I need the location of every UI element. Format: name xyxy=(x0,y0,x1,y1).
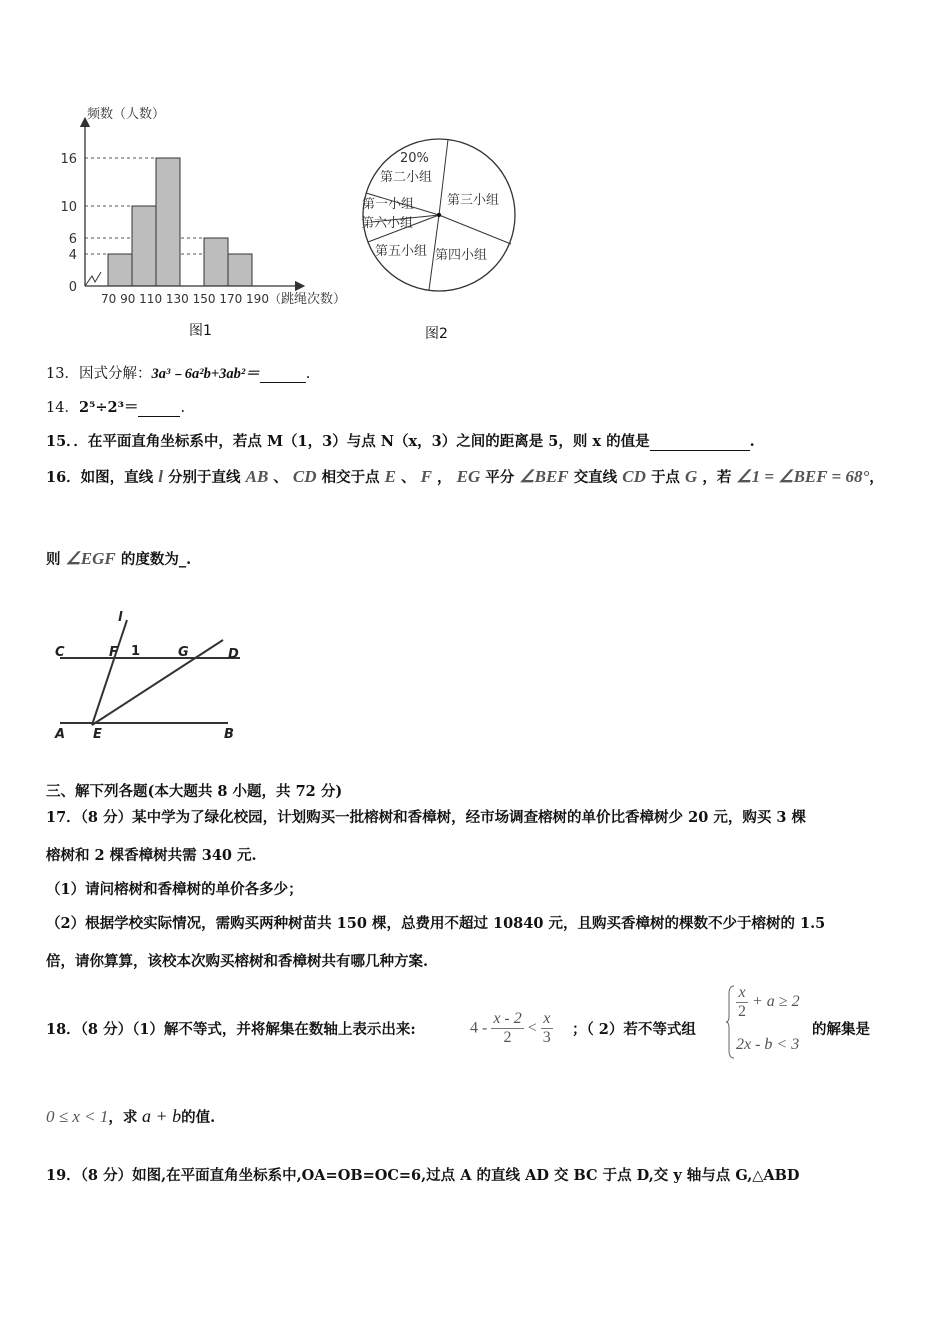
q16-line-cd-2: CD xyxy=(622,467,646,486)
label-b: B xyxy=(224,727,234,742)
question-16-line-2 xyxy=(46,548,191,569)
q17-part-2b: 倍，请你算算，该校本次购买榕树和香樟树共有哪几种方案. xyxy=(46,953,429,970)
q16-line-cd: CD xyxy=(292,467,317,486)
q16-condition: ∠1 = ∠BEF = 68° xyxy=(736,467,870,486)
q13-expression: 3a³﹣6a²b+3ab²＝ xyxy=(151,366,260,382)
q16-text-2: 相交于点 xyxy=(321,469,380,486)
q18-text-2: ；（ 2）若不等式组 xyxy=(572,1021,696,1038)
q15-end: . xyxy=(749,433,755,450)
question-16 xyxy=(46,466,884,487)
q18-sys-frac-num: x xyxy=(736,984,748,1003)
label-a: A xyxy=(55,727,66,742)
pie-label-group-6: 第六小组 xyxy=(361,216,414,231)
q18-fraction-1 xyxy=(491,1010,523,1047)
q16-point-e: E xyxy=(384,467,397,486)
y-axis-label: 频数（人数） xyxy=(87,107,166,122)
x-axis-label: 跳绳次数） xyxy=(281,292,347,307)
pie-chart xyxy=(355,135,525,300)
q16-point-g: G xyxy=(685,467,698,486)
q16-line-ab: AB xyxy=(245,467,269,486)
y-tick-label: 10 xyxy=(60,200,77,215)
q16-comma-2: ， xyxy=(869,469,884,486)
q16-text-4: 交直线 xyxy=(573,469,618,486)
q14-end: . xyxy=(180,400,186,416)
histogram-bar-150-170 xyxy=(204,238,228,286)
label-g: G xyxy=(178,645,189,660)
q15-text: 15．．在平面直角坐标系中，若点 M（1，3）与点 N（x，3）之间的距离是 5，则 x 的值是 xyxy=(46,433,650,450)
q18-frac2-den: 3 xyxy=(542,1029,551,1046)
q16-text-6: ，若 xyxy=(702,469,732,486)
histogram-bar-110-130 xyxy=(156,158,180,286)
q18-frac2-num: x xyxy=(541,1010,553,1029)
q14-label: 14． xyxy=(46,400,79,416)
figure-2 xyxy=(355,135,525,345)
question-15 xyxy=(46,430,755,451)
q13-label: 13．因式分解： xyxy=(46,366,152,382)
y-tick-label: 6 xyxy=(68,232,77,247)
histogram-bar-170-190 xyxy=(228,254,252,286)
q16-ray-eg: EG xyxy=(456,467,481,486)
q16-comma: ， xyxy=(437,469,452,486)
q16-label: 16．如图，直线 xyxy=(46,469,154,486)
q16-text-3: 平分 xyxy=(485,469,515,486)
q13-end: . xyxy=(305,366,311,382)
q18-frac1-num: x - 2 xyxy=(493,1010,522,1027)
histogram-chart xyxy=(55,100,375,315)
q18-condition: 0 ≤ x < 1 xyxy=(46,1107,109,1126)
pie-label-group-1: 第一小组 xyxy=(362,197,415,212)
y-tick-label: 4 xyxy=(68,248,77,263)
y-tick-label: 0 xyxy=(68,280,77,295)
histogram-bar-90-110 xyxy=(132,206,156,286)
label-l: l xyxy=(118,610,123,625)
pie-label-group-2: 第二小组 xyxy=(380,170,433,185)
x-tick-labels: 70 90 110 130 150 170 190（ xyxy=(101,292,281,306)
q18-sys-row-1: + a ≥ 2 xyxy=(752,993,800,1011)
q16-geometry-figure xyxy=(48,608,258,743)
q18-sum: a + b xyxy=(141,1106,182,1126)
q18-inequality xyxy=(470,1010,553,1060)
q16-sep-1: 、 xyxy=(273,469,288,486)
q17-part-1: （1）请问榕树和香樟树的单价各多少； xyxy=(46,881,303,898)
pie-label-group-4: 第四小组 xyxy=(435,248,488,263)
question-19: 19．（8 分）如图,在平面直角坐标系中,OA=OB=OC=6,过点 A 的直线 AD 交 BC 于点 D,交 y 轴与点 G,△ABD xyxy=(46,1167,800,1184)
q17-line-2: 榕树和 2 棵香樟树共需 340 元. xyxy=(46,847,257,864)
q18-text-5: 的值. xyxy=(181,1109,216,1126)
label-c: C xyxy=(55,645,65,660)
q18-text-1: 18．（8 分）（1）解不等式，并将解集在数轴上表示出来: xyxy=(46,1021,416,1038)
q16-point-f: F xyxy=(420,467,432,486)
pie-label-group-3: 第三小组 xyxy=(447,193,500,208)
histogram-bar-70-90 xyxy=(108,254,132,286)
q18-text-4: ，求 xyxy=(108,1109,138,1126)
q18-sys-frac xyxy=(736,984,748,1021)
q14-expression: 2⁵÷2³＝ xyxy=(78,399,139,416)
q17-line-1: 17．（8 分）某中学为了绿化校园，计划购买一批榕树和香樟树，经市场调查榕树的单价比香樟树少 20 元，购买 3 棵 xyxy=(46,809,807,826)
q16-angle-egf: ∠EGF xyxy=(65,549,116,568)
label-1: 1 xyxy=(131,644,141,659)
section-3-title: 三、解下列各题(本大题共 8 小题，共 72 分) xyxy=(46,783,343,800)
figure-1-caption: 图1 xyxy=(189,323,212,339)
q16-angle-bef: ∠BEF xyxy=(519,467,569,486)
pie-label-group-5: 第五小组 xyxy=(375,244,428,259)
q16-line-l: l xyxy=(158,467,163,486)
label-e: E xyxy=(93,727,102,742)
q16-sep-2: 、 xyxy=(401,469,416,486)
q18-ineq-left: 4 - xyxy=(470,1019,488,1037)
q18-line-2 xyxy=(46,1106,215,1127)
q18-sys-row-2: 2x - b < 3 xyxy=(736,1036,800,1053)
q18-fraction-2 xyxy=(541,1010,553,1047)
figure-2-caption: 图2 xyxy=(425,326,448,342)
q15-answer-blank[interactable] xyxy=(650,433,750,451)
y-tick-label: 16 xyxy=(60,152,77,167)
figure-1 xyxy=(55,100,375,345)
q18-text-3: 的解集是 xyxy=(812,1021,870,1038)
question-14 xyxy=(46,396,185,417)
q16-text-1: 分别于直线 xyxy=(168,469,241,486)
question-13 xyxy=(46,362,310,383)
q18-frac1-den: 2 xyxy=(503,1029,512,1046)
q18-system xyxy=(726,984,816,1060)
q18-ineq-lt: < xyxy=(527,1019,537,1037)
q16-text-5: 于点 xyxy=(650,469,680,486)
q13-answer-blank[interactable] xyxy=(260,366,306,383)
q14-answer-blank[interactable] xyxy=(138,400,180,417)
label-f: F xyxy=(109,645,118,660)
pie-percent: 20% xyxy=(400,151,429,166)
q16-ask: 的度数为_. xyxy=(120,551,192,568)
q18-sys-frac-den: 2 xyxy=(738,1003,746,1020)
q17-part-2a: （2）根据学校实际情况，需购买两种树苗共 150 棵，总费用不超过 10840 元，且购买香樟树的棵数不少于榕树的 1.5 xyxy=(46,915,826,932)
q16-then: 则 xyxy=(46,551,61,568)
label-d: D xyxy=(228,647,239,662)
